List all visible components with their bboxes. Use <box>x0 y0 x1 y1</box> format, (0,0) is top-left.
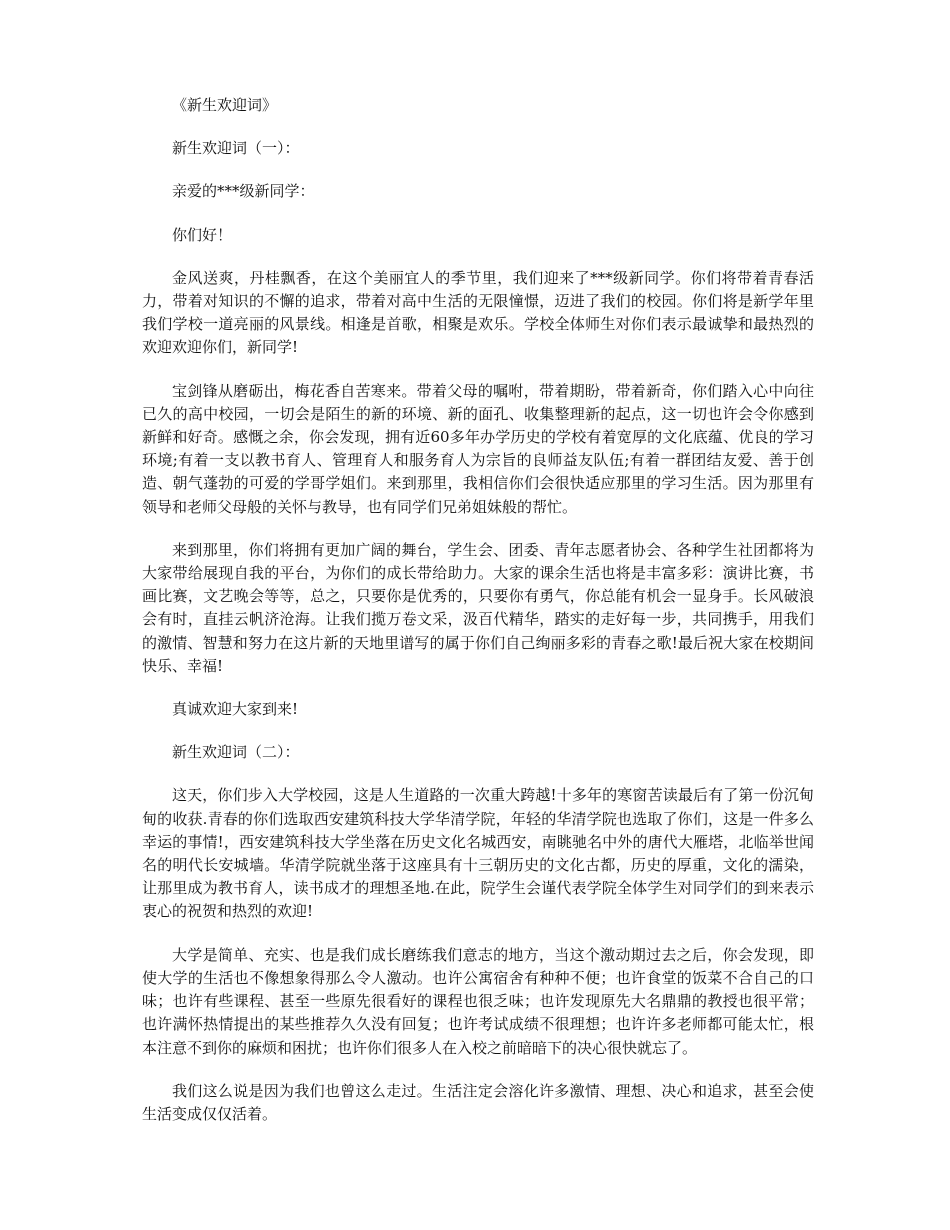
salutation: 亲爱的***级新同学： <box>172 182 315 201</box>
section-heading-2: 新生欢迎词（二）： <box>172 743 300 762</box>
body-paragraph: 金风送爽，丹桂飘香，在这个美丽宜人的季节里，我们迎来了***级新同学。你们将带着青春活力，带着对知识的不懈的追求，带着对高中生活的无限憧憬，迈进了我们的校园。你们将是新学年里我们学校一道亮丽的风景线。相逢是首歌，相聚是欢乐。学校全体师生对你们表示最诚挚和最热烈的欢迎欢迎你们，新同学! <box>142 268 814 357</box>
document-body <box>142 94 814 1146</box>
document-title: 《新生欢迎词》 <box>172 96 278 114</box>
body-paragraph: 我们这么说是因为我们也曾这么走过。生活注定会溶化许多激情、理想、决心和追求，甚至会使生活变成仅仅活着。 <box>142 1081 814 1123</box>
body-paragraph: 大学是简单、充实、也是我们成长磨练我们意志的地方，当这个激动期过去之后，你会发现，即使大学的生活也不像想象得那么令人激动。也许公寓宿舍有种种不便；也许食堂的饭菜不合自己的口味；也许有些课程、甚至一些原先很看好的课程也很乏味；也许发现原先大名鼎鼎的教授也很平常；也许满怀热情提出的某些推荐久久没有回复；也许考试成绩不很理想；也许许多老师都可能太忙，根本注意不到你的麻烦和困扰；也许你们很多人在入校之前暗暗下的决心很快就忘了。 <box>142 945 814 1057</box>
greeting: 你们好！ <box>172 225 233 244</box>
closing-line: 真诚欢迎大家到来! <box>172 700 299 719</box>
body-paragraph: 这天，你们步入大学校园，这是人生道路的一次重大跨越!十多年的寒窗苦读最后有了第一份沉甸甸的收获.青春的你们选取西安建筑科技大学华清学院，年轻的华清学院也选取了你们，这是一件多么幸运的事情!，西安建筑科技大学坐落在历史文化名城西安，南眺驰名中外的唐代大雁塔，北临举世闻名的明代长安城墙。华清学院就坐落于这座具有十三朝历史的文化古都，历史的厚重，文化的濡染，让那里成为教书育人，读书成才的理想圣地.在此，院学生会谨代表学院全体学生对同学们的到来表示衷心的祝贺和热烈的欢迎! <box>142 786 814 921</box>
body-paragraph: 宝剑锋从磨砺出，梅花香自苦寒来。带着父母的嘱咐，带着期盼，带着新奇，你们踏入心中向往已久的高中校园，一切会是陌生的新的环境、新的面孔、收集整理新的起点，这一切也许会令你感到新鲜和好奇。感慨之余，你会发现，拥有近60多年办学历史的学校有着宽厚的文化底蕴、优良的学习环境;有着一支以教书育人、管理育人和服务育人为宗旨的良师益友队伍;有着一群团结友爱、善于创造、朝气蓬勃的可爱的学哥学姐们。来到那里，我相信你们会很快适应那里的学习生活。因为那里有领导和老师父母般的关怀与教导，也有同学们兄弟姐妹般的帮忙。 <box>142 381 814 516</box>
body-paragraph: 来到那里，你们将拥有更加广阔的舞台，学生会、团委、青年志愿者协会、各种学生社团都将为大家带给展现自我的平台，为你们的成长带给助力。大家的课余生活也将是丰富多彩：演讲比赛，书画比赛，文艺晚会等等，总之，只要你是优秀的，只要你有勇气，你总能有机会一显身手。长风破浪会有时，直挂云帆济沧海。让我们揽万卷文采，汲百代精华，踏实的走好每一步，共同携手，用我们的激情、智慧和努力在这片新的天地里谱写的属于你们自己绚丽多彩的青春之歌!最后祝大家在校期间快乐、幸福! <box>142 540 814 675</box>
section-heading-1: 新生欢迎词（一）： <box>172 139 300 158</box>
